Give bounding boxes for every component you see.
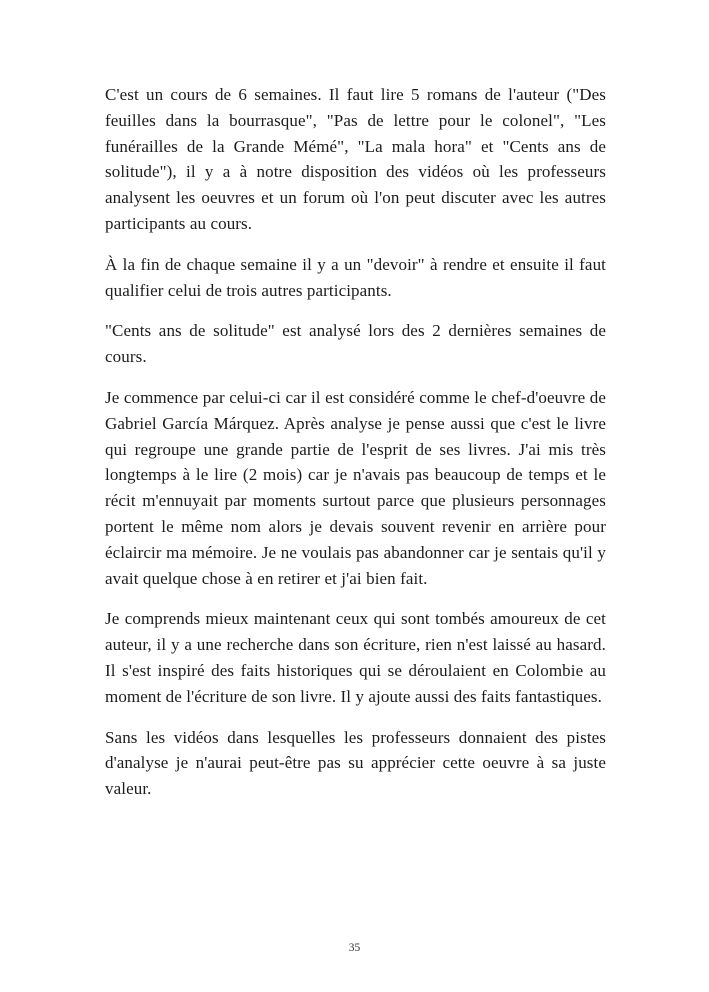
page-number: 35 bbox=[348, 942, 361, 954]
page-body-text bbox=[105, 82, 606, 817]
paragraph: Je comprends mieux maintenant ceux qui sont tombés amoureux de cet auteur, il y a une recherche dans son écriture, rien n'est laissé au hasard. Il s'est inspiré des faits historiques qui se déroulaient en Colombie au moment de l'écriture de son livre. Il y ajoute aussi des faits fantastiques. bbox=[105, 609, 606, 706]
paragraph: C'est un cours de 6 semaines. Il faut lire 5 romans de l'auteur ("Des feuilles dans la bourrasque", "Pas de lettre pour le colonel", "Les funérailles de la Grande Mémé", "La mala hora" et "Cents ans de solitude"), il y a à notre disposition des vidéos où les professeurs analysent les oeuvres et un forum où l'on peut discuter avec les autres participants au cours. bbox=[105, 85, 606, 233]
paragraph: Sans les vidéos dans lesquelles les professeurs donnaient des pistes d'analyse je n'aurai peut-être pas su apprécier cette oeuvre à sa juste valeur. bbox=[105, 727, 606, 799]
paragraph: "Cents ans de solitude" est analysé lors des 2 dernières semaines de cours. bbox=[105, 321, 606, 367]
paragraph: À la fin de chaque semaine il y a un "devoir" à rendre et ensuite il faut qualifier celui de trois autres participants. bbox=[105, 254, 606, 300]
paragraph: Je commence par celui-ci car il est considéré comme le chef-d'oeuvre de Gabriel García Márquez. Après analyse je pense aussi que c'est le livre qui regroupe une grande partie de l'esprit de ses livres. J'ai mis très longtemps à le lire (2 mois) car je n'avais pas beaucoup de temps et le récit m'ennuyait par moments surtout parce que plusieurs personnages portent le même nom alors je devais souvent revenir en arrière pour éclaircir ma mémoire. Je ne voulais pas abandonner car je sentais qu'il y avait quelque chose à en retirer et j'ai bien fait. bbox=[105, 387, 606, 588]
